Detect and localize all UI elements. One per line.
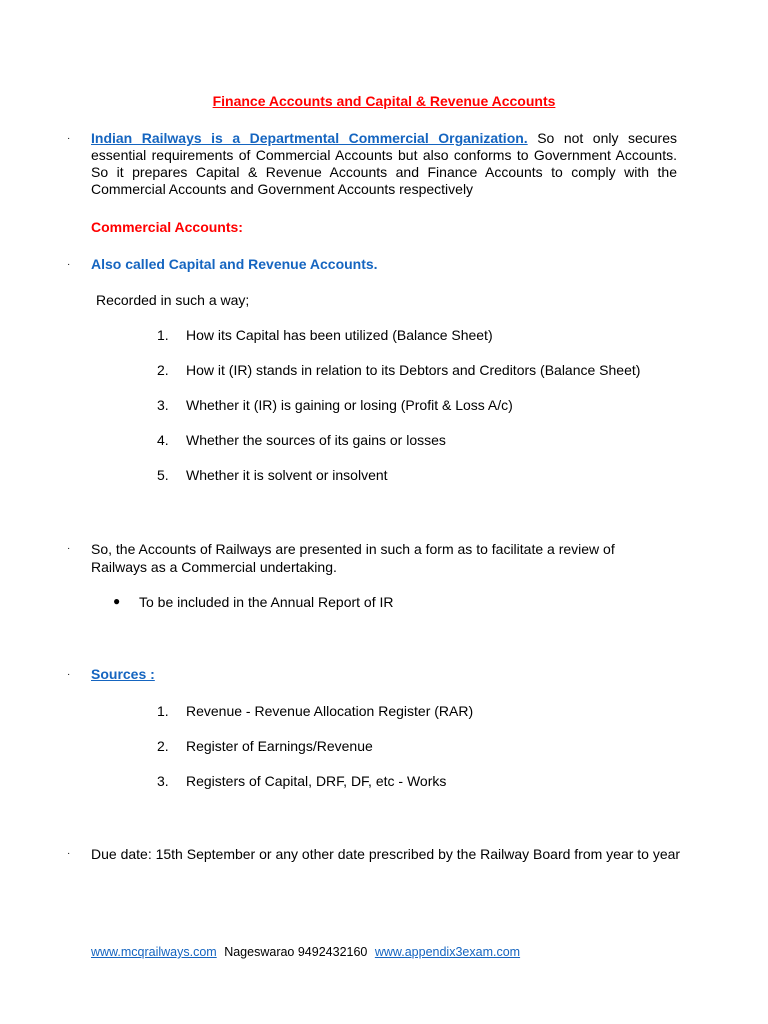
also-called-heading: Also called Capital and Revenue Accounts.: [91, 256, 378, 272]
footer-name: Nageswarao 9492432160: [224, 945, 368, 959]
sources-heading[interactable]: Sources :: [91, 666, 155, 682]
footer-link-mcqrailways[interactable]: www.mcqrailways.com: [91, 945, 217, 959]
list-item: Whether it is solvent or insolvent: [186, 467, 388, 483]
annual-report-text: To be included in the Annual Report of IR: [139, 594, 394, 610]
list-item-number: 3.: [157, 397, 169, 413]
footer: [91, 945, 520, 959]
list-item: Register of Earnings/Revenue: [186, 738, 373, 754]
list-item-number: 2.: [157, 362, 169, 378]
list-item: Whether the sources of its gains or losses: [186, 432, 446, 448]
intro-text: So not only secures essential requirements of Commercial Accounts but also conforms to Government Accounts. So it prepares Capital & Revenue Accounts and Finance Accounts to comply with the Commercial Accounts and Government Accounts respectively: [91, 130, 677, 197]
bullet-marker: ·: [67, 669, 71, 680]
page-title: Finance Accounts and Capital & Revenue Accounts: [212, 93, 556, 109]
intro-paragraph: [91, 130, 677, 198]
dot-bullet: ●: [113, 594, 121, 608]
list-item-number: 4.: [157, 432, 169, 448]
bullet-marker: ·: [67, 259, 71, 270]
list-item: Whether it (IR) is gaining or losing (Profit & Loss A/c): [186, 397, 513, 413]
due-date-paragraph: Due date: 15th September or any other date prescribed by the Railway Board from year to year: [91, 846, 681, 862]
commercial-accounts-heading: Commercial Accounts:: [91, 219, 243, 235]
list-item-number: 1.: [157, 703, 169, 719]
bullet-marker: ·: [67, 133, 71, 144]
list-item-number: 5.: [157, 467, 169, 483]
intro-link[interactable]: Indian Railways is a Departmental Commercial Organization.: [91, 130, 528, 146]
footer-link-appendix3exam[interactable]: www.appendix3exam.com: [374, 945, 521, 959]
list-item-number: 2.: [157, 738, 169, 754]
bullet-marker: ·: [67, 848, 71, 859]
list-item-number: 3.: [157, 773, 169, 789]
list-item: Revenue - Revenue Allocation Register (RAR): [186, 703, 474, 719]
so-paragraph: So, the Accounts of Railways are presented in such a form as to facilitate a review of Railways as a Commercial undertaking.: [91, 541, 615, 575]
list-item: How it (IR) stands in relation to its Debtors and Creditors (Balance Sheet): [186, 362, 641, 378]
list-item: Registers of Capital, DRF, DF, etc - Works: [186, 773, 447, 789]
recorded-text: Recorded in such a way;: [96, 292, 250, 308]
list-item-number: 1.: [157, 327, 169, 343]
list-item: How its Capital has been utilized (Balance Sheet): [186, 327, 493, 343]
bullet-marker: ·: [67, 543, 71, 554]
